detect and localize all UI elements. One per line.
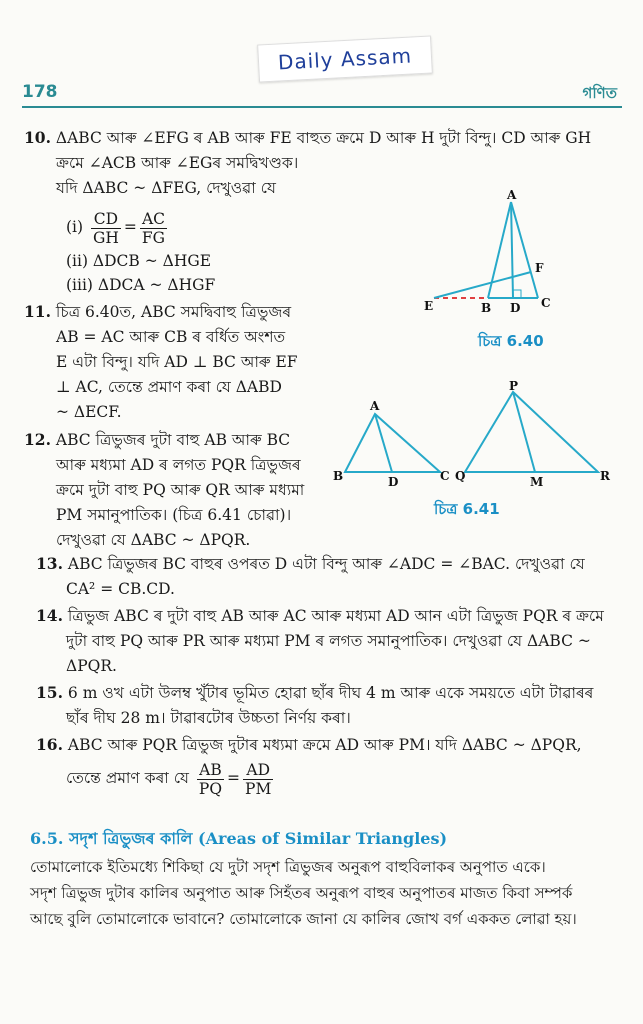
q10-number: 10. bbox=[24, 128, 51, 147]
q16-prefix: তেন্তে প্ৰমাণ কৰা যে bbox=[66, 769, 189, 787]
section-para-line3: আছে বুলি তোমালোকে ভাবানে? তোমালোকে জানা যে কালিৰ জোখ বৰ্গ এককত লোৱা হয়। bbox=[30, 910, 577, 928]
q10-i-rhs-num: AC bbox=[140, 210, 167, 229]
q16-lhs-fraction bbox=[197, 761, 224, 798]
q10-part-i bbox=[66, 208, 170, 247]
subject-header: গণিত bbox=[582, 84, 617, 102]
q12-number: 12. bbox=[24, 430, 51, 449]
figure-6-40-caption: চিত্ৰ 6.40 bbox=[478, 332, 544, 350]
q13-text1: ABC ত্ৰিভুজৰ BC বাহুৰ ওপৰত D এটা বিন্দু আৰু ∠ADC = ∠BAC. দেখুওৱা যে bbox=[67, 555, 585, 573]
q16-lhs-den: PQ bbox=[198, 779, 223, 798]
q11-line5: ~ ΔECF. bbox=[56, 403, 122, 421]
section-title: 6.5. সদৃশ ত্ৰিভুজৰ কালি (Areas of Similar Triangles) bbox=[30, 829, 448, 848]
q10-i-label: (i) bbox=[66, 218, 84, 236]
watermark-stamp: Daily Assam bbox=[257, 35, 433, 82]
right-angle-d bbox=[513, 290, 521, 298]
q15-line1 bbox=[36, 683, 593, 703]
q12-line3: ক্ৰমে দুটা বাহু PQ আৰু QR আৰু মধ্যমা bbox=[56, 481, 305, 499]
label-e: E bbox=[424, 299, 434, 313]
q16-line1 bbox=[36, 735, 582, 755]
label-c: C bbox=[440, 469, 450, 483]
q10-i-eq: = bbox=[123, 218, 137, 236]
q10-i-lhs-num: CD bbox=[91, 210, 121, 229]
q15-line2: ছাঁৰ দীঘ 28 m। টাৱাৰটোৰ উচ্চতা নিৰ্ণয় কৰা। bbox=[66, 709, 351, 727]
altitude-ad bbox=[511, 202, 513, 298]
q12-text1: ABC ত্ৰিভুজৰ দুটা বাহু AB আৰু BC bbox=[55, 431, 291, 449]
label-b: B bbox=[481, 301, 492, 315]
q16-rhs-num: AD bbox=[243, 761, 273, 780]
label-r: R bbox=[600, 469, 610, 483]
label-c: C bbox=[541, 296, 551, 310]
q13-line2: CA² = CB.CD. bbox=[66, 580, 175, 598]
q16-eq: = bbox=[227, 769, 241, 787]
q12-line1 bbox=[24, 430, 290, 450]
label-m: M bbox=[530, 475, 544, 489]
q14-line1 bbox=[36, 606, 604, 626]
q16-line2 bbox=[66, 758, 276, 798]
label-a: A bbox=[507, 188, 517, 202]
q13-number: 13. bbox=[36, 554, 63, 573]
q16-number: 16. bbox=[36, 735, 63, 754]
q14-number: 14. bbox=[36, 606, 63, 625]
page-number: 178 bbox=[22, 82, 58, 102]
q13-line1 bbox=[36, 554, 585, 574]
q16-rhs-den: PM bbox=[245, 779, 272, 798]
q10-line1 bbox=[24, 128, 591, 148]
label-f: F bbox=[535, 261, 544, 275]
q10-i-lhs-den: GH bbox=[93, 228, 119, 247]
q12-line2: আৰু মধ্যমা AD ৰ লগত PQR ত্ৰিভুজৰ bbox=[56, 456, 301, 474]
q10-text1: ΔABC আৰু ∠EFG ৰ AB আৰু FE বাহুত ক্ৰমে D আৰু H দুটা বিন্দু। CD আৰু GH bbox=[55, 129, 592, 147]
q10-i-rhs-den: FG bbox=[141, 228, 166, 247]
q10-line2: ক্ৰমে ∠ACB আৰু ∠EGৰ সমদ্বিখণ্ডক। bbox=[56, 154, 299, 172]
q11-line4: ⊥ AC, তেন্তে প্ৰমাণ কৰা যে ΔABD bbox=[56, 378, 282, 396]
label-b: B bbox=[333, 469, 344, 483]
label-d: D bbox=[388, 475, 399, 489]
q10-line3: যদি ΔABC ~ ΔFEG, দেখুওৱা যে bbox=[56, 179, 276, 197]
q14-line2: দুটা বাহু PQ আৰু PR আৰু মধ্যমা PM ৰ লগত সমানুপাতিক। দেখুওৱা যে ΔABC ~ bbox=[66, 632, 591, 650]
q14-text1: ত্ৰিভুজ ABC ৰ দুটা বাহু AB আৰু AC আৰু মধ্যমা AD আন এটা ত্ৰিভুজ PQR ৰ ক্ৰমে bbox=[67, 607, 604, 625]
figure-6-41 bbox=[330, 380, 620, 490]
figure-6-41-caption: চিত্ৰ 6.41 bbox=[434, 500, 500, 518]
q16-rhs-fraction bbox=[243, 761, 273, 798]
q15-number: 15. bbox=[36, 683, 63, 702]
label-p: P bbox=[509, 380, 519, 393]
q11-number: 11. bbox=[24, 302, 51, 321]
figure-6-40 bbox=[418, 188, 578, 318]
q14-line3: ΔPQR. bbox=[66, 657, 117, 675]
median-pm bbox=[513, 392, 535, 472]
label-d: D bbox=[510, 301, 521, 315]
q10-i-rhs-fraction bbox=[140, 210, 167, 247]
side-ac bbox=[511, 202, 538, 298]
triangle-abc bbox=[345, 414, 440, 472]
section-para-line1: তোমালোকে ইতিমধ্যে শিকিছা যে দুটা সদৃশ ত্ৰিভুজৰ অনুৰূপ বাহুবিলাকৰ অনুপাত একে। bbox=[30, 858, 546, 876]
q10-part-iii: (iii) ΔDCA ~ ΔHGF bbox=[66, 276, 216, 294]
perpendicular-ef bbox=[434, 272, 531, 298]
q11-line2: AB = AC আৰু CB ৰ বৰ্ধিত অংশত bbox=[56, 328, 286, 346]
q12-line4: PM সমানুপাতিক। (চিত্ৰ 6.41 চোৱা)। bbox=[56, 506, 292, 524]
section-para-line2: সদৃশ ত্ৰিভুজ দুটাৰ কালিৰ অনুপাত আৰু সিহঁতৰ অনুৰূপ বাহুৰ অনুপাতৰ মাজত কিবা সম্পৰ্ক bbox=[30, 884, 573, 902]
q16-lhs-num: AB bbox=[197, 761, 224, 780]
header-rule bbox=[22, 106, 622, 108]
q15-text1: 6 m ওখ এটা উলম্ব খুঁটাৰ ভূমিত হোৱা ছাঁৰ দীঘ 4 m আৰু একে সময়তে এটা টাৱাৰৰ bbox=[67, 684, 594, 702]
q11-text1: চিত্ৰ 6.40ত, ABC সমদ্বিবাহু ত্ৰিভুজৰ bbox=[55, 303, 292, 321]
q10-i-lhs-fraction bbox=[91, 210, 121, 247]
label-a: A bbox=[370, 399, 380, 413]
label-q: Q bbox=[455, 469, 466, 483]
q12-line5: দেখুওৱা যে ΔABC ~ ΔPQR. bbox=[56, 531, 251, 549]
q10-part-ii: (ii) ΔDCB ~ ΔHGE bbox=[66, 252, 212, 270]
q11-line3: E এটা বিন্দু। যদি AD ⊥ BC আৰু EF bbox=[56, 353, 298, 371]
q11-line1 bbox=[24, 302, 291, 322]
q16-text1: ABC আৰু PQR ত্ৰিভুজ দুটাৰ মধ্যমা ক্ৰমে AD আৰু PM। যদি ΔABC ~ ΔPQR, bbox=[67, 736, 582, 754]
